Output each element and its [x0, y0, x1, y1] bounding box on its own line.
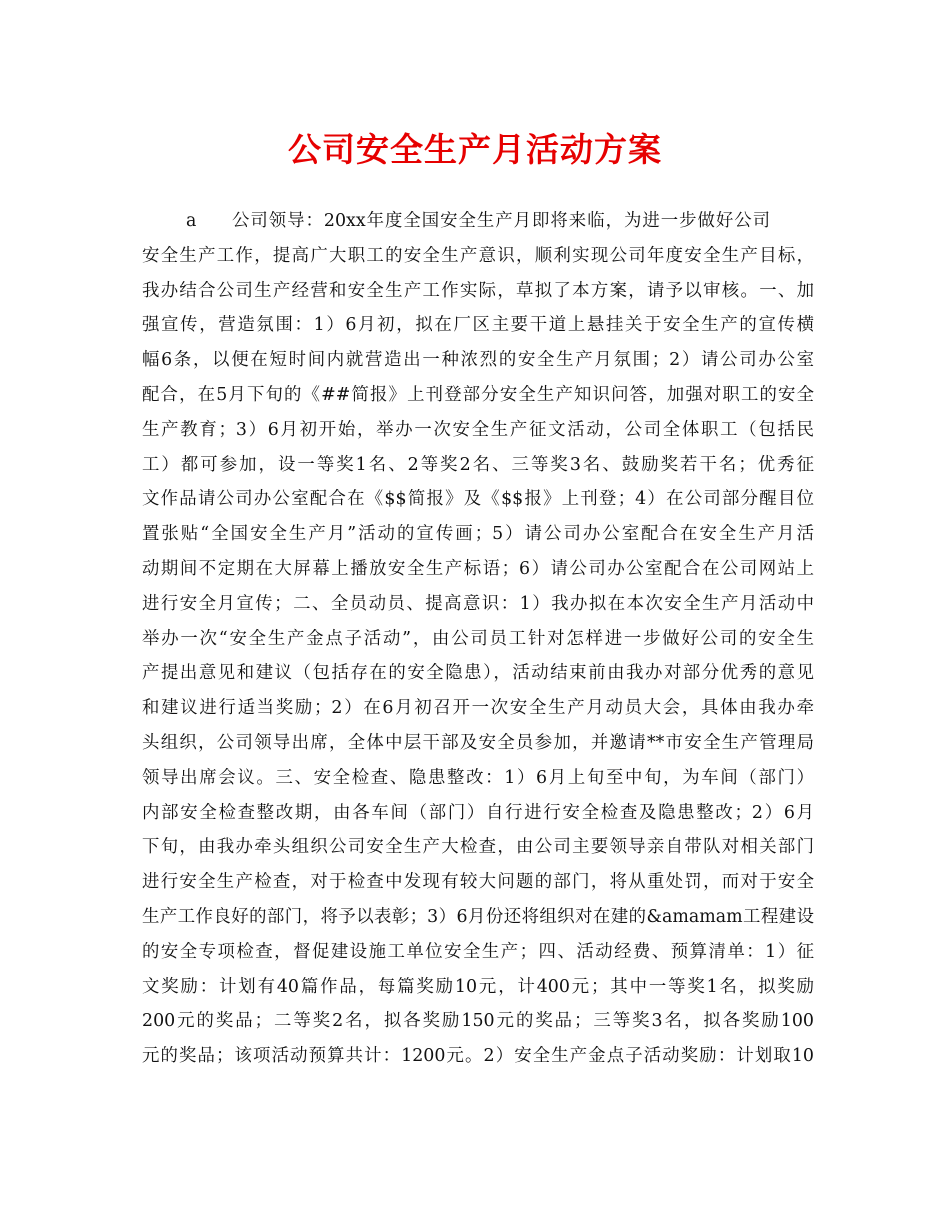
body-line: 我办结合公司生产经营和安全生产工作实际，草拟了本方案，请予以审核。一、加	[142, 280, 814, 301]
body-line: 生产教育；3）6月初开始，举办一次安全生产征文活动，公司全体职工（包括民	[142, 419, 814, 440]
body-line: 工）都可参加，设一等奖1名、2等奖2名、三等奖3名、鼓励奖若干名；优秀征	[142, 454, 814, 475]
body-line: 产提出意见和建议（包括存在的安全隐患），活动结束前由我办对部分优秀的意见	[142, 663, 814, 684]
body-line: 头组织，公司领导出席，全体中层干部及安全员参加，并邀请**市安全生产管理局	[142, 732, 814, 753]
body-line: 元的奖品；该项活动预算共计：1200元。2）安全生产金点子活动奖励：计划取10	[142, 1046, 814, 1067]
body-line: 和建议进行适当奖励；2）在6月初召开一次安全生产月动员大会，具体由我办牵	[142, 698, 814, 719]
body-line: 文奖励：计划有40篇作品，每篇奖励10元，计400元；其中一等奖1名，拟奖励	[142, 976, 814, 997]
body-line: 幅6条，以便在短时间内就营造出一种浓烈的安全生产月氛围；2）请公司办公室	[142, 350, 814, 371]
body-line: 的安全专项检查，督促建设施工单位安全生产；四、活动经费、预算清单：1）征	[142, 941, 814, 962]
first-line-text: 公司领导：20xx年度全国安全生产月即将来临，为进一步做好公司	[232, 211, 770, 231]
body-line: 生产工作良好的部门，将予以表彰；3）6月份还将组织对在建的&amamam工程建设	[142, 906, 814, 927]
body-line: 进行安全生产检查，对于检查中发现有较大问题的部门，将从重处罚，而对于安全	[142, 872, 814, 893]
body-line	[142, 204, 814, 239]
body-line: 200元的奖品；二等奖2名，拟各奖励150元的奖品；三等奖3名，拟各奖励100	[142, 1011, 814, 1032]
body-line: 配合，在5月下旬的《##简报》上刊登部分安全生产知识问答，加强对职工的安全	[142, 384, 814, 405]
paragraph-marker: a	[186, 211, 197, 231]
body-line: 举办一次“安全生产金点子活动”，由公司员工针对怎样进一步做好公司的安全生	[142, 628, 814, 649]
document-body	[142, 204, 814, 1074]
body-line: 进行安全月宣传；二、全员动员、提高意识：1）我办拟在本次安全生产月活动中	[142, 593, 814, 614]
body-line: 内部安全检查整改期，由各车间（部门）自行进行安全检查及隐患整改；2）6月	[142, 802, 814, 823]
document-title: 公司安全生产月活动方案	[288, 130, 662, 169]
body-line: 动期间不定期在大屏幕上播放安全生产标语；6）请公司办公室配合在公司网站上	[142, 558, 814, 579]
body-line: 安全生产工作，提高广大职工的安全生产意识，顺利实现公司年度安全生产目标，	[142, 245, 814, 266]
body-line: 领导出席会议。三、安全检查、隐患整改：1）6月上旬至中旬，为车间（部门）	[142, 767, 814, 788]
body-line: 置张贴“全国安全生产月”活动的宣传画；5）请公司办公室配合在安全生产月活	[142, 524, 814, 545]
body-line: 文作品请公司办公室配合在《$$简报》及《$$报》上刊登；4）在公司部分醒目位	[142, 489, 814, 510]
body-line: 强宣传，营造氛围：1）6月初，拟在厂区主要干道上悬挂关于安全生产的宣传横	[142, 315, 814, 336]
body-line: 下旬，由我办牵头组织公司安全生产大检查，由公司主要领导亲自带队对相关部门	[142, 837, 814, 858]
